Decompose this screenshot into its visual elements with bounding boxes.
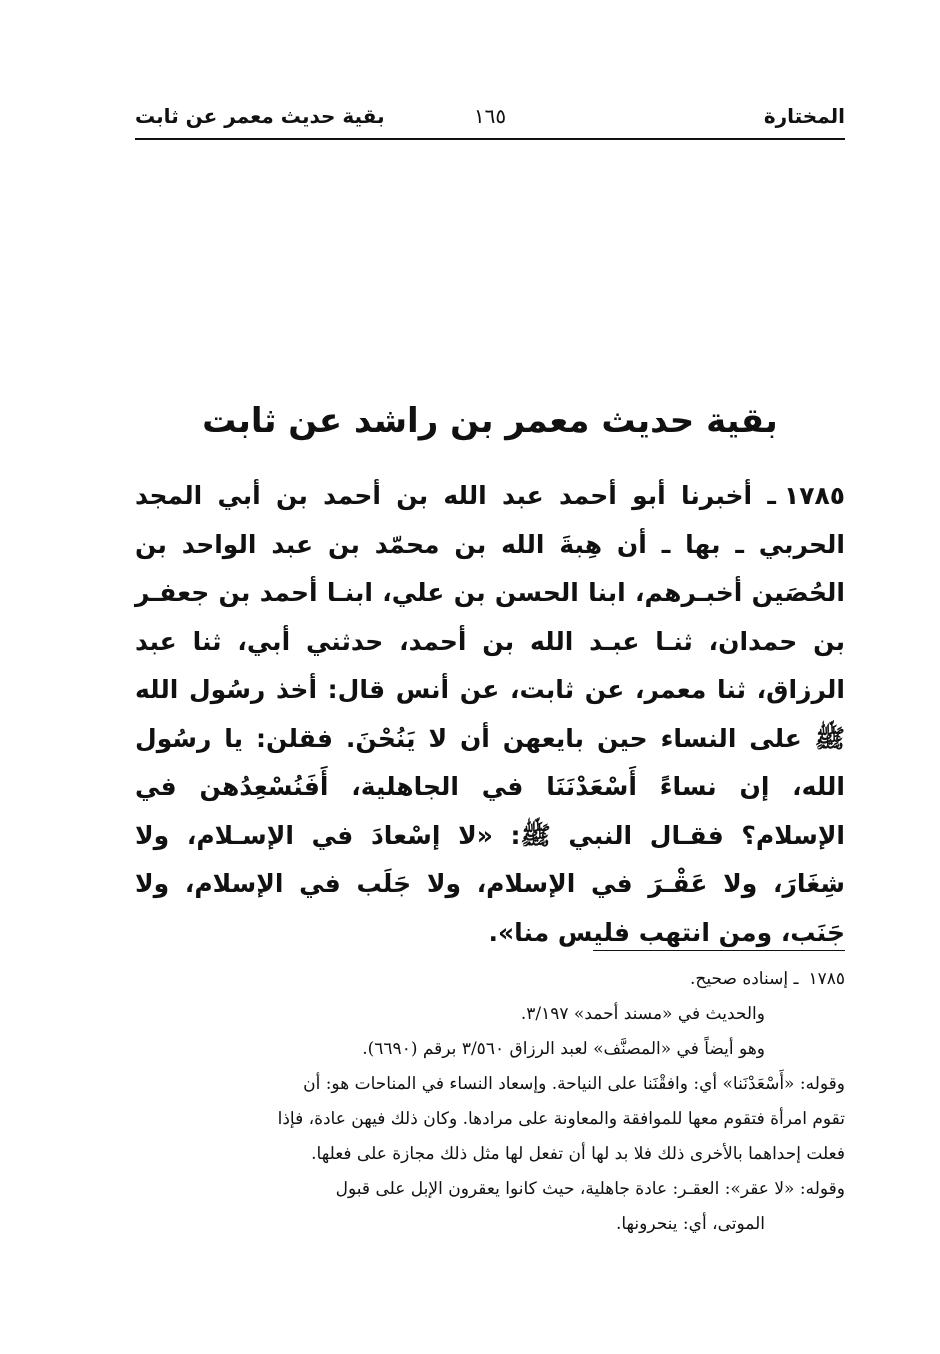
book-title: المختارة	[763, 104, 845, 128]
chapter-title: بقية حديث معمر بن راشد عن ثابت	[202, 401, 778, 441]
footnote-divider	[593, 950, 845, 951]
footnote-line: والحديث في «مسند أحمد» ٣/١٩٧.	[520, 1004, 765, 1024]
hadith-number: ١٧٨٥	[783, 481, 845, 510]
footnote-line: تقوم امرأة فتقوم معها للموافقة والمعاونة على مرادها. وكان ذلك فيهن عادة، فإذا	[277, 1109, 845, 1129]
running-header	[135, 100, 845, 136]
footnote-number: ١٧٨٥	[808, 969, 845, 989]
footnote-line: وقوله: «لا عقر»: العقـر: عادة جاهلية، حيث كانوا يعقرون الإبل على قبول	[335, 1179, 845, 1199]
footnote-line: وهو أيضاً في «المصنَّف» لعبد الرزاق ٣/٥٦٠ برقم (٦٦٩٠).	[362, 1039, 765, 1059]
hadith-text	[135, 472, 845, 957]
hadith-body: ـ أخبرنا أبو أحمد عبد الله بن أحمد بن أبي المجد الحربي ـ بها ـ أن هِبةَ الله بن محمّد بن عبد الواحد بن الحُصَين أخبـرهم، ابنا الحسن بن علي، ابنـا أحمد بن جعفـر بن حمدان، ثنـا عبـد الله بن أحمد، حدثني أبي، ثنا عبد الرزاق، ثنا معمر، عن ثابت، عن أنس قال: أخذ رسُول الله ﷺ على النساء حين بايعهن أن لا يَنُحْنَ. فقلن: يا رسُول الله، إن نساءً أَسْعَدْنَنَا في الجاهلية، أَفَنُسْعِدُهن في الإسلام؟ فقـال النبي ﷺ: «لا إسْعادَ في الإسـلام، ولا شِغَارَ، ولا عَقْـرَ في الإسلام، ولا جَلَب في الإسلام، ولا جَنَب، ومن انتهب فليس منا».	[135, 481, 845, 947]
page-number: ١٦٥	[473, 104, 507, 128]
section-title: بقية حديث معمر عن ثابت	[135, 104, 385, 128]
footnote-line: الموتى، أي: ينحرونها.	[615, 1214, 765, 1234]
header-divider	[135, 138, 845, 140]
footnotes	[135, 962, 845, 1242]
footnote-line: وقوله: «أَسْعَدْنَنا» أي: وافقْنَنا على النياحة. وإسعاد النساء في المناحات هو: أن	[303, 1074, 845, 1094]
footnote-line: فعلت إحداهما بالأخرى ذلك فلا بد لها أن تفعل لها مثل ذلك مجازة على فعلها.	[311, 1144, 845, 1164]
footnote-line: ١٧٨٥ـ إسناده صحيح.	[690, 969, 845, 989]
